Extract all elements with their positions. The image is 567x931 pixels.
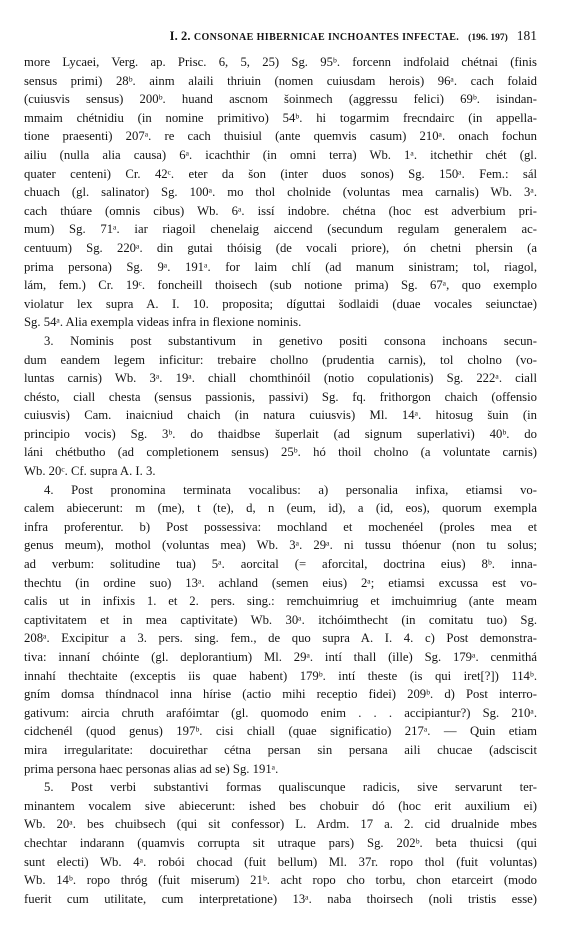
paragraph bbox=[24, 778, 537, 908]
body-text bbox=[24, 53, 537, 908]
text-line: centuum) Sg. 220ᵃ. din gutai thóisig (de vocali priore), ón chetni phersin (a bbox=[24, 240, 537, 255]
text-line: calis ut in infixis 1. et 2. pers. sing.: remchuimriug et imchuimriug (ante meam bbox=[24, 594, 537, 609]
text-line: minantem vocalem sive abiecerunt: ished bes chobuir dó (hoc erit auxilium ei) bbox=[24, 798, 537, 813]
text-line: cidchenél (quod genus) 197ᵇ. cisi chiall (quae significatio) 217ᵃ. — Quin etiam bbox=[24, 724, 537, 739]
text-line: chechtar indarann (quamvis corrupta sit utraque pars) Sg. 202ᵇ. beta thuicsi (qui bbox=[24, 835, 537, 850]
page-number: 181 bbox=[516, 28, 537, 43]
text-line: ailiu (nulla alia causa) 6ᵃ. icachthir (in omni terra) Wb. 1ᵃ. itchethir chét (gl. bbox=[24, 147, 537, 162]
paragraph bbox=[24, 53, 537, 332]
text-line: violatur lex supra A. I. 10. proposita; díguttai šodlaidi (duae vocales seiunctae) bbox=[24, 296, 537, 311]
text-line: Sg. 54ᵃ. Alia exempla videas infra in flexione nominis. bbox=[24, 315, 302, 330]
text-line: tiva: innaní chóinte (gl. deplorantium) Ml. 29ᵃ. intí thall (ille) Sg. 179ᵃ. cenmithá bbox=[24, 650, 537, 664]
text-line: infra proferentur. b) Post possessiva: mochland et mochenéel (proles mea et bbox=[24, 519, 537, 534]
text-line: sunt electi) Wb. 4ᵃ. robói chocad (fuit bellum) Ml. 37r. ropo thol (fuit voluntas) bbox=[24, 854, 537, 869]
text-line: sensus primi) 28ᵇ. ainm alaili thriuin (nomen cuiusdam herois) 96ᵃ. cach folaid bbox=[24, 73, 537, 88]
text-line: prima persona) Sg. 9ᵃ. 191ᵃ. for laim chlí (ad manum sinistram; tol, riagol, bbox=[24, 259, 537, 274]
text-line: 208ᵃ. Excipitur a 3. pers. sing. fem., de quo supra A. I. 4. c) Post demonstra- bbox=[24, 631, 537, 646]
text-line: mum) Sg. 71ᵃ. iar riagoil chenelaig aiccend (secundum regulam generalem ac- bbox=[24, 222, 537, 237]
text-line: Wb. 14ᵇ. ropo thróg (fuit miserum) 21ᵇ. acht ropo cho torbu, chon etarceirt (modo bbox=[24, 873, 537, 888]
text-line: luntas carnis) Wb. 3ᵃ. 19ᵃ. chiall chomthinóil (notio copulationis) Sg. 222ᵃ. ciall bbox=[24, 371, 537, 386]
text-line: prima persona haec personas alias ad se) Sg. 191ᵃ. bbox=[24, 761, 279, 776]
text-line: mira irregularitate: docuirethar cétna persan sin persana aili chucae (adsciscit bbox=[24, 742, 537, 757]
text-line: chésto, ciall chesta (sensus passionis, passivi) Sg. fq. frithorgon chaich (offensio bbox=[24, 389, 537, 404]
text-line: (cuiusvis sensus) 200ᵇ. huand ascnom šoinmech (aggressu felici) 69ᵇ. isindan- bbox=[24, 92, 537, 107]
text-line: cuiusvis) Cam. inaicniud chaich (in natura cuiusvis) Ml. 14ᵃ. hitosug šuin (in bbox=[24, 408, 537, 423]
text-line: láni chétbutho (ad completionem sensus) 25ᵇ. hó thoil cholno (a voluntate carnis) bbox=[24, 445, 537, 460]
text-line: 3. Nominis post substantivum in genetivo positi consona inchoans secun- bbox=[44, 333, 537, 348]
text-line: fuerit cum utilitate, cum interpretatione) 13ᵃ. naba thoirsech (noli tristis esse) bbox=[24, 891, 537, 906]
text-line: innahí thechtaite (exceptis iis quae habent) 179ᵇ. intí theste (is qui iret[?]) 114ᵇ. bbox=[24, 668, 537, 683]
text-line: ad verbum: solitudine tua) 5ᵃ. aorcital (= aforcital, doctrina eius) 8ᵇ. inna- bbox=[24, 557, 537, 572]
text-line: thechtu (in ordine suo) 13ᵃ. achland (semen eius) 2ᵃ; etiamsi excussa est vo- bbox=[24, 575, 537, 590]
text-line: principio vocis) Sg. 3ᵇ. do thaidbse šuperlait (ad signum superlativi) 40ᵇ. do bbox=[24, 426, 537, 441]
page-reference: (196. 197) bbox=[468, 33, 508, 43]
running-head bbox=[24, 28, 537, 46]
text-line: mmaim chétnidiu (in nomine primitivo) 54ᵇ. hi togarmim frecndairc (in appella- bbox=[24, 110, 537, 125]
text-line: calem abiecerunt: m (me), t (te), d, n (eum, id), a (id, eos), quorum exempla bbox=[24, 501, 537, 516]
text-line: dum eandem legem inficitur: trebaire chollno (prudentia carnis), tol cholno (vo- bbox=[24, 352, 537, 367]
text-line: chuach (gl. salinator) Sg. 100ᵃ. mo thol cholnide (voluntas mea carnalis) Wb. 3ᵃ. bbox=[24, 185, 537, 200]
text-line: quater centeni) Cr. 42ᶜ. eter da šon (inter duos sonos) Sg. 150ᵃ. Fem.: sál bbox=[24, 166, 537, 181]
text-line: genus meum), mothol (voluntas mea) Wb. 3ᵃ. 29ᵃ. ni tussu thóenur (non tu solus; bbox=[24, 538, 537, 553]
text-line: gním domsa thíndnacol inna hírise (actio mihi receptio fidei) 209ᵇ. d) Post interro- bbox=[24, 687, 537, 702]
text-line: 4. Post pronomina terminata vocalibus: a) personalia infixa, etiamsi vo- bbox=[44, 482, 537, 497]
text-line: 5. Post verbi substantivi formas qualiscunque radicis, sive servarunt ter- bbox=[44, 780, 537, 795]
text-line: tione praesenti) 207ᵃ. re cach thuisiul (ante quemvis casum) 210ᵃ. onach fochun bbox=[24, 129, 537, 144]
paragraph bbox=[24, 481, 537, 779]
text-line: captivitatem et in mea captivitate) Wb. 30ᵃ. itchóimthecht (in comitatu tuo) Sg. bbox=[24, 612, 537, 627]
text-line: gativum: aircia chruth arafóimtar (gl. quomodo enim . . . accipiantur?) Sg. 210ᵃ. bbox=[24, 705, 537, 720]
text-line: cach thúare (omnis cibus) Wb. 6ᵃ. issí indobre. chétna (hoc est adverbium pri- bbox=[24, 203, 537, 218]
section-number: I. 2. bbox=[169, 29, 191, 43]
text-line: more Lycaei, Verg. ap. Prisc. 6, 5, 25) Sg. 95ᵇ. forcenn indfolaid chétnai (finis bbox=[24, 55, 537, 69]
text-line: lám, fem.) Cr. 19ᶜ. foncheill thoisech (sub notione prima) Sg. 67ᵃ, quo exemplo bbox=[24, 278, 537, 293]
text-line: Wb. 20ᵃ. bes chuibsech (qui sit confessor) L. Ardm. 17 a. 2. cid drualnide mbes bbox=[24, 817, 537, 832]
chapter-title: CONSONAE HIBERNICAE INCHOANTES INFECTAE. bbox=[193, 32, 460, 43]
text-line: Wb. 20ᶜ. Cf. supra A. I. 3. bbox=[24, 464, 156, 479]
paragraph bbox=[24, 332, 537, 481]
running-head-title bbox=[170, 28, 460, 46]
